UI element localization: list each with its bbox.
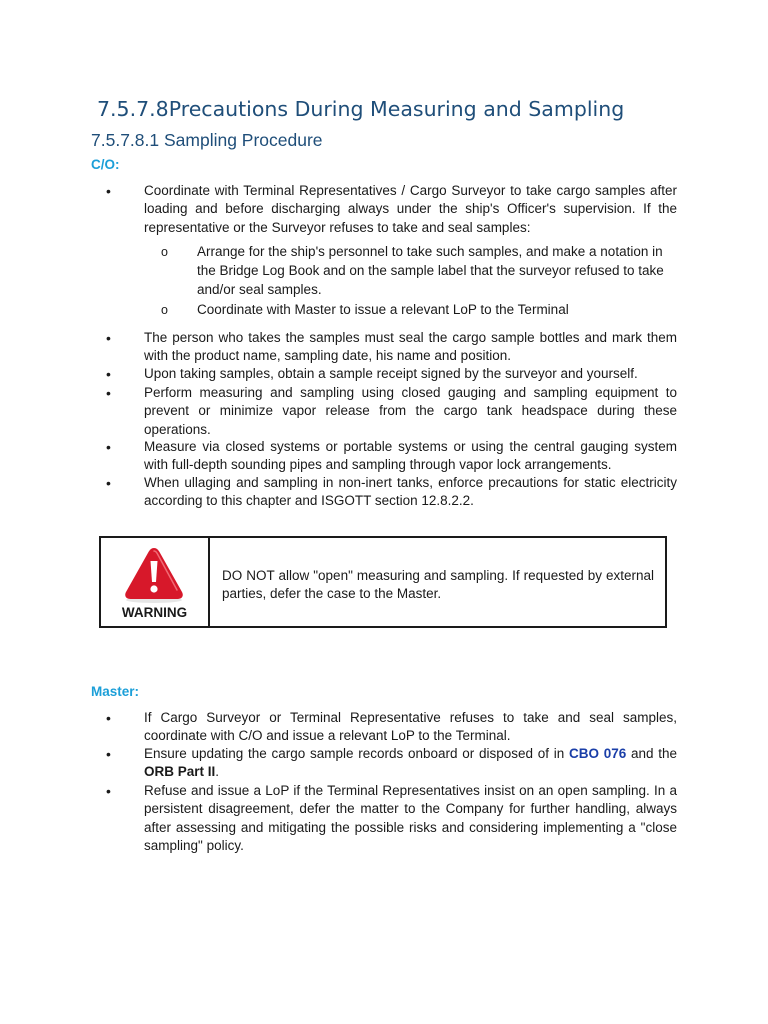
co-label: C/O: <box>91 157 120 172</box>
cbo-076-reference: CBO 076 <box>569 746 627 761</box>
sub-bullet-glyph: o <box>161 245 168 259</box>
co-item-4: Perform measuring and sampling using closed gauging and sampling equipment to prevent or minimize vapor release from the cargo tank headspace during these operations. <box>144 385 677 437</box>
master-item-2-text: . <box>215 764 220 780</box>
bullet-glyph: • <box>106 475 111 491</box>
co-subitem-1: Arrange for the ship's personnel to take such samples, and make a notation in the Bridge Log Book and on the sample label that the surveyor refused to take and/or seal samples. <box>197 244 664 297</box>
master-item-1: If Cargo Surveyor or Terminal Representative refuses to take and seal samples, coordinate with C/O and issue a relevant LoP to the Terminal. <box>144 710 677 744</box>
section-heading: 7.5.7.8Precautions During Measuring and Sampling <box>97 97 625 121</box>
sub-bullet-glyph: o <box>161 303 168 317</box>
bullet-glyph: • <box>106 366 111 382</box>
bullet-glyph: • <box>106 183 111 199</box>
warning-text: DO NOT allow "open" measuring and sampling. If requested by external parties, defer the case to the Master. <box>222 568 654 602</box>
co-item-5: Measure via closed systems or portable systems or using the central gauging system with full-depth sounding pipes and sampling through vapor lock arrangements. <box>144 439 677 473</box>
master-item-2-text: Ensure updating the cargo sample records onboard or disposed of in <box>144 746 569 761</box>
bullet-glyph: • <box>106 439 111 455</box>
subsection-heading: 7.5.7.8.1 Sampling Procedure <box>91 130 323 150</box>
warning-icon-cell <box>101 538 210 626</box>
co-item-6: When ullaging and sampling in non-inert tanks, enforce precautions for static electricity according to this chapter and ISGOTT section 12.8.2.2. <box>144 475 677 509</box>
bullet-glyph: • <box>106 330 111 346</box>
bullet-glyph: • <box>106 746 111 762</box>
master-label: Master: <box>91 684 140 699</box>
warning-triangle-icon <box>123 546 185 604</box>
co-item-1: Coordinate with Terminal Representatives / Cargo Surveyor to take cargo samples after loading and before discharging always under the ship's Officer's supervision. If the representative or the Surveyor refuses to take and seal samples: <box>144 183 677 235</box>
warning-label: WARNING <box>121 605 188 620</box>
co-subitem-2: Coordinate with Master to issue a relevant LoP to the Terminal <box>197 302 569 317</box>
co-item-2: The person who takes the samples must seal the cargo sample bottles and mark them with the product name, sampling date, his name and position. <box>144 330 677 364</box>
bullet-glyph: • <box>106 783 111 799</box>
master-item-2 <box>144 745 677 782</box>
orb-part-ii-reference: ORB Part II <box>144 764 216 780</box>
co-item-3: Upon taking samples, obtain a sample receipt signed by the surveyor and yourself. <box>144 366 638 381</box>
bullet-glyph: • <box>106 385 111 401</box>
master-item-2-text: and the <box>626 746 677 761</box>
master-item-3: Refuse and issue a LoP if the Terminal Representatives insist on an open sampling. In a persistent disagreement, defer the matter to the Company for further handling, always after assessing and mitigating the possible risks and considering implementing a "close sampling" policy. <box>144 783 677 853</box>
warning-box <box>99 536 667 628</box>
bullet-glyph: • <box>106 710 111 726</box>
